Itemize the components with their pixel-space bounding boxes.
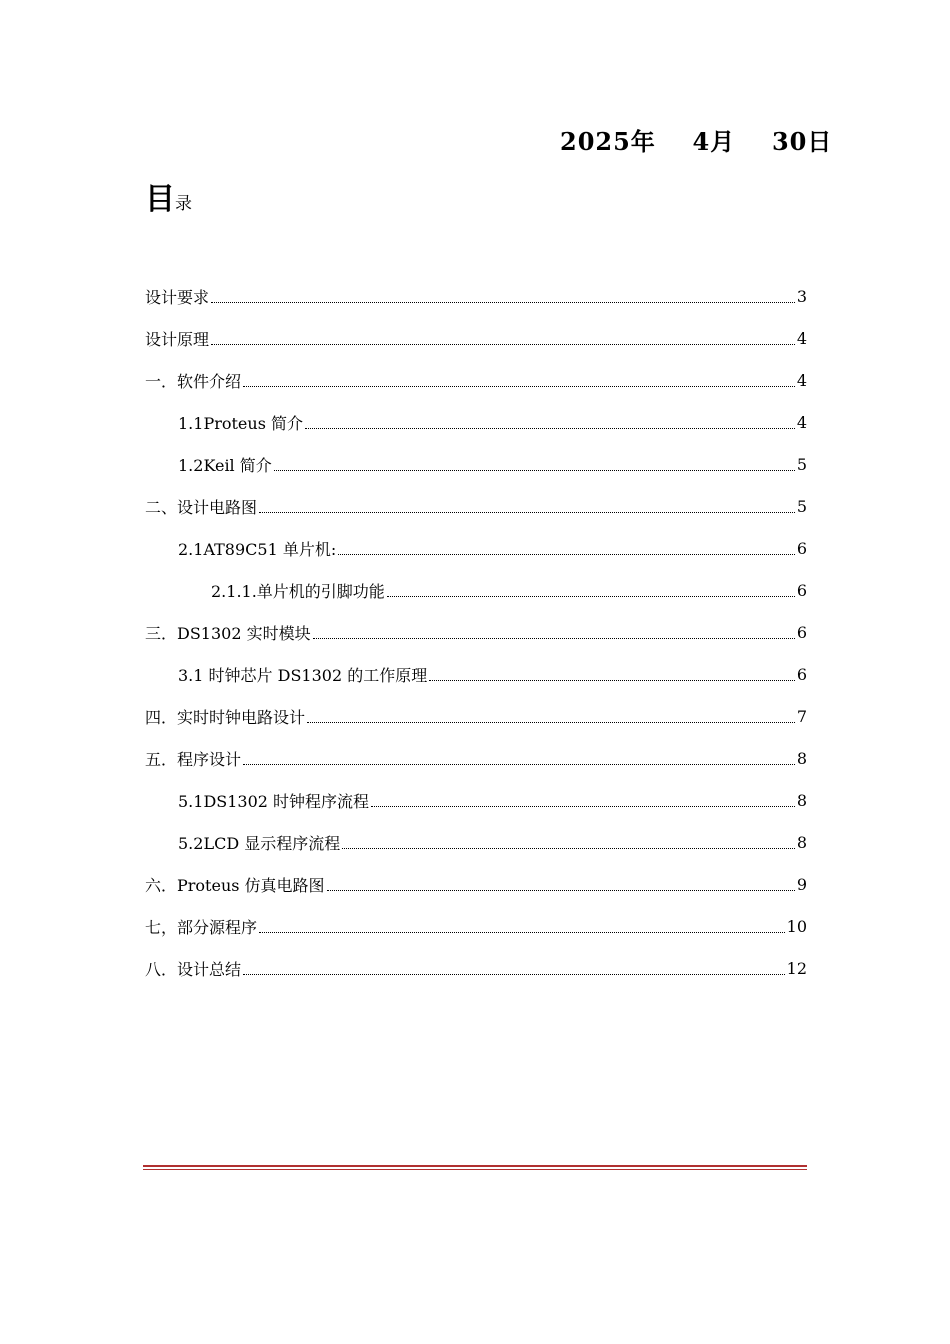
toc-entry-label: 5.1DS1302 时钟程序流程 — [178, 791, 370, 811]
toc-entry-page: 5 — [796, 454, 807, 474]
toc-leader-dots — [313, 637, 795, 639]
toc-leader-dots — [371, 805, 795, 807]
table-of-contents — [145, 275, 807, 989]
toc-leader-dots — [211, 301, 795, 303]
toc-leader-dots — [243, 973, 785, 975]
toc-heading-big: 目 — [145, 182, 175, 217]
toc-entry-page: 12 — [786, 958, 807, 978]
toc-entry-page: 6 — [796, 538, 807, 558]
toc-leader-dots — [243, 763, 795, 765]
toc-entry[interactable] — [145, 695, 807, 737]
toc-entry-label: 设计要求 — [145, 287, 210, 307]
toc-entry[interactable] — [145, 611, 807, 653]
toc-entry[interactable] — [145, 359, 807, 401]
toc-entry-page: 6 — [796, 580, 807, 600]
toc-entry[interactable] — [145, 779, 807, 821]
toc-leader-dots — [338, 553, 795, 555]
date-day-unit: 日 — [807, 127, 833, 156]
toc-entry-page: 4 — [796, 328, 807, 348]
toc-entry-page: 6 — [796, 622, 807, 642]
toc-leader-dots — [305, 427, 795, 429]
toc-leader-dots — [211, 343, 795, 345]
toc-entry-page: 9 — [796, 874, 807, 894]
toc-entry[interactable] — [145, 905, 807, 947]
toc-leader-dots — [307, 721, 795, 723]
toc-entry[interactable] — [145, 317, 807, 359]
toc-leader-dots — [342, 847, 795, 849]
toc-entry-page: 7 — [796, 706, 807, 726]
toc-entry[interactable] — [145, 863, 807, 905]
toc-entry-label: 5.2LCD 显示程序流程 — [178, 833, 341, 853]
toc-entry-label: 五．程序设计 — [145, 749, 242, 769]
toc-entry-label: 三．DS1302 实时模块 — [145, 623, 311, 643]
toc-entry-label: 四．实时时钟电路设计 — [145, 707, 306, 727]
toc-entry[interactable] — [145, 569, 807, 611]
toc-entry-page: 3 — [796, 286, 807, 306]
toc-entry-page: 6 — [796, 664, 807, 684]
toc-entry[interactable] — [145, 653, 807, 695]
toc-entry-label: 设计原理 — [145, 329, 210, 349]
toc-entry-page: 4 — [796, 412, 807, 432]
toc-heading — [145, 174, 192, 218]
toc-entry-label: 1.1Proteus 简介 — [178, 413, 303, 433]
date-month: 4 — [692, 127, 711, 156]
toc-entry[interactable] — [145, 527, 807, 569]
toc-leader-dots — [259, 931, 785, 933]
toc-entry-page: 10 — [786, 916, 807, 936]
toc-heading-small: 录 — [175, 194, 192, 214]
toc-entry-label: 一．软件介绍 — [145, 371, 242, 391]
toc-entry-label: 3.1 时钟芯片 DS1302 的工作原理 — [178, 665, 428, 685]
date-day: 30 — [771, 127, 808, 156]
toc-entry-label: 2.1.1.单片机的引脚功能 — [211, 581, 385, 601]
toc-leader-dots — [327, 889, 795, 891]
toc-entry[interactable] — [145, 947, 807, 989]
toc-leader-dots — [259, 511, 795, 513]
toc-leader-dots — [429, 679, 795, 681]
toc-entry-label: 八．设计总结 — [145, 959, 242, 979]
toc-entry[interactable] — [145, 485, 807, 527]
footer-divider — [143, 1165, 807, 1170]
toc-entry[interactable] — [145, 401, 807, 443]
toc-entry-page: 5 — [796, 496, 807, 516]
toc-entry-page: 8 — [796, 748, 807, 768]
toc-entry-label: 二、设计电路图 — [145, 497, 258, 517]
date-month-unit: 月 — [710, 127, 736, 156]
toc-leader-dots — [243, 385, 795, 387]
toc-entry-page: 4 — [796, 370, 807, 390]
toc-entry-label: 1.2Keil 简介 — [178, 455, 272, 475]
toc-entry-label: 七，部分源程序 — [145, 917, 258, 937]
toc-entry[interactable] — [145, 737, 807, 779]
toc-entry-page: 8 — [796, 790, 807, 810]
date-year: 2025 — [560, 127, 631, 156]
toc-entry[interactable] — [145, 275, 807, 317]
toc-leader-dots — [274, 469, 795, 471]
date-year-unit: 年 — [630, 127, 656, 156]
toc-entry-page: 8 — [796, 832, 807, 852]
document-date — [560, 122, 833, 162]
toc-entry-label: 六．Proteus 仿真电路图 — [145, 875, 325, 895]
toc-leader-dots — [387, 595, 795, 597]
toc-entry-label: 2.1AT89C51 单片机: — [178, 539, 337, 559]
toc-entry[interactable] — [145, 443, 807, 485]
toc-entry[interactable] — [145, 821, 807, 863]
